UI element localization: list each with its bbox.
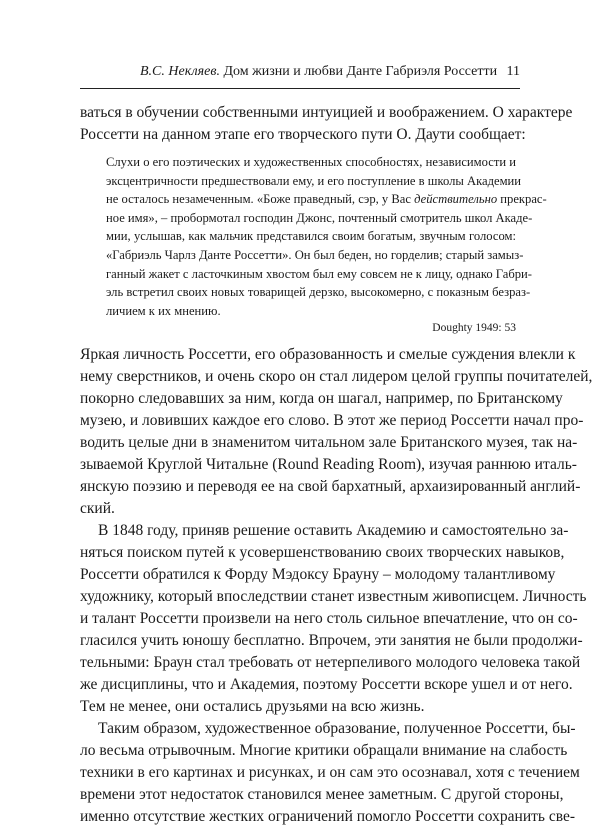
text-line: времени этот недостаток становился менее заметным. С другой стороны, bbox=[80, 786, 564, 804]
quote-line: личием к их мнению. bbox=[106, 303, 221, 318]
text-line: янскую поэзию и переводя ее на свой бархатный, архаизированный англий- bbox=[80, 478, 581, 496]
text-line: именно отсутствие жестких ограничений помогло Россетти сохранить све- bbox=[80, 808, 575, 826]
text-line: тельными: Браун стал требовать от нетерпеливого молодого человека такой bbox=[80, 654, 581, 672]
page-number: 11 bbox=[506, 64, 520, 79]
text-line: Таким образом, художественное образование, полученное Россетти, бы- bbox=[98, 720, 576, 738]
header-title: Дом жизни и любви Данте Габриэля Россетти bbox=[223, 64, 498, 79]
quote-line: эксцентричности предшествовали ему, и его поступление в школы Академии bbox=[106, 173, 522, 188]
text-line: няться поиском путей к усовершенствованию своих творческих навыков, bbox=[80, 544, 565, 562]
text-line: водить целые дни в знаменитом читальном зале Британского музея, так на- bbox=[80, 434, 578, 452]
quote-line: ное имя», – пробормотал господин Джонс, почтенный смотритель школ Акаде- bbox=[106, 210, 533, 225]
quote-line bbox=[106, 192, 547, 207]
text-line: ский. bbox=[80, 500, 115, 518]
text-line: гласился учить юношу бесплатно. Впрочем, эти занятия не были продолжи- bbox=[80, 632, 583, 650]
text-line: зываемой Круглой Читальне (Round Reading Room), изучая раннюю италь- bbox=[80, 456, 577, 474]
text-line: Тем не менее, они остались друзьями на всю жизнь. bbox=[80, 698, 425, 716]
quote-segment: не осталось незамеченным. «Боже праведный, сэр, у Вас bbox=[106, 192, 411, 207]
text-line: нему сверстников, и очень скоро он стал лидером целой группы почитателей, bbox=[80, 368, 593, 386]
header-author: В.С. Некляев. bbox=[140, 64, 220, 79]
quote-line: эль встретил своих новых товарищей дерзко, высокомерно, с показным безраз- bbox=[106, 285, 531, 300]
text-line: художнику, который впоследствии станет известным живописцем. Личность bbox=[80, 588, 587, 606]
text-line: ло весьма отрывочным. Многие критики обращали внимание на слабость bbox=[80, 742, 568, 760]
text-line: же дисциплины, что и Академия, поэтому Россетти вскоре ушел и от него. bbox=[80, 676, 573, 694]
citation: Doughty 1949: 53 bbox=[432, 321, 516, 334]
quote-line: ганный жакет с ласточкиным хвостом был ему совсем не к лицу, однако Габри- bbox=[106, 266, 532, 281]
running-header bbox=[140, 62, 520, 84]
text-line: музею, и ловивших каждое его слово. В этот же период Россетти начал про- bbox=[80, 412, 584, 430]
quote-line: «Габриэль Чарлз Данте Россетти». Он был беден, но горделив; старый замыз- bbox=[106, 248, 524, 262]
text-line: техники в его картинах и рисунках, и он сам это осознавал, хотя с течением bbox=[80, 764, 580, 782]
quote-line: мии, услышав, как мальчик представился своим богатым, звучным голосом: bbox=[106, 229, 516, 244]
text-line: и талант Россетти произвели на него столь сильное впечатление, что он со- bbox=[80, 610, 578, 628]
quote-segment: прекрас- bbox=[500, 192, 547, 207]
text-line: Яркая личность Россетти, его образованность и смелые суждения влекли к bbox=[80, 346, 576, 364]
quote-line: Слухи о его поэтических и художественных способностях, независимости и bbox=[106, 155, 516, 169]
text-line: покорно следовавших за ним, когда он шагал, например, по Британскому bbox=[80, 390, 563, 408]
quote-emphasis: действительно bbox=[414, 192, 498, 207]
text-line: ваться в обучении собственными интуицией и воображением. О характере bbox=[80, 104, 573, 121]
text-line: В 1848 году, приняв решение оставить Академию и самостоятельно за- bbox=[98, 522, 569, 540]
text-line: Россетти на данном этапе его творческого пути О. Даути сообщает: bbox=[80, 126, 526, 143]
header-rule bbox=[80, 88, 520, 89]
text-line: Россетти обратился к Форду Мэдоксу Брауну – молодому талантливому bbox=[80, 566, 556, 584]
